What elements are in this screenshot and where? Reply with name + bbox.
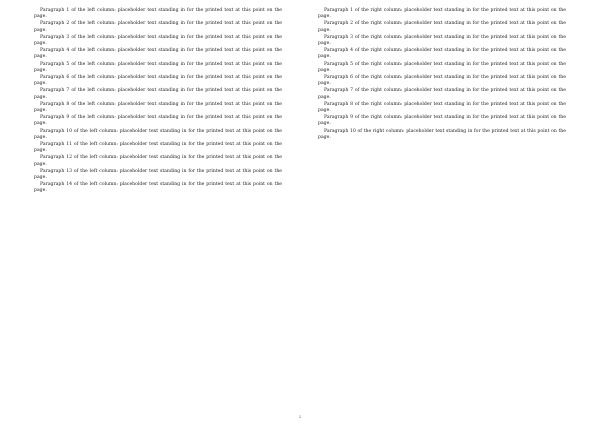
page-number: 2 xyxy=(298,414,302,419)
left-text-column xyxy=(34,8,282,424)
paragraph: Paragraph 4 of the right column: placeholder text standing in for the printed text at this point on the page. xyxy=(318,48,566,60)
paragraph: Paragraph 6 of the right column: placeholder text standing in for the printed text at this point on the page. xyxy=(318,75,566,87)
paragraph: Paragraph 6 of the left column: placeholder text standing in for the printed text at this point on the page. xyxy=(34,75,282,87)
paragraph: Paragraph 8 of the left column: placeholder text standing in for the printed text at this point on the page. xyxy=(34,101,282,113)
paragraph: Paragraph 9 of the left column: placeholder text standing in for the printed text at this point on the page. xyxy=(34,115,282,127)
paragraph: Paragraph 13 of the left column: placeholder text standing in for the printed text at this point on the page. xyxy=(34,168,282,181)
paragraph: Paragraph 7 of the left column: placeholder text standing in for the printed text at this point on the page. xyxy=(34,88,282,100)
paragraph: Paragraph 2 of the right column: placeholder text standing in for the printed text at this point on the page. xyxy=(318,21,566,33)
paragraph: Paragraph 2 of the left column: placeholder text standing in for the printed text at this point on the page. xyxy=(34,21,282,33)
paragraph: Paragraph 1 of the right column: placeholder text standing in for the printed text at this point on the page. xyxy=(318,8,566,20)
paragraph: Paragraph 1 of the left column: placeholder text standing in for the printed text at this point on the page. xyxy=(34,8,282,20)
paragraph: Paragraph 10 of the left column: placeholder text standing in for the printed text at this point on the page. xyxy=(34,128,282,140)
paragraph: Paragraph 11 of the left column: placeholder text standing in for the printed text at this point on the page. xyxy=(34,142,282,154)
paragraph: Paragraph 9 of the right column: placeholder text standing in for the printed text at this point on the page. xyxy=(318,115,566,127)
paragraph: Paragraph 10 of the right column: placeholder text standing in for the printed text at this point on the page. xyxy=(318,128,566,140)
paragraph: Paragraph 8 of the right column: placeholder text standing in for the printed text at this point on the page. xyxy=(318,101,566,113)
paragraph: Paragraph 7 of the right column: placeholder text standing in for the printed text at this point on the page. xyxy=(318,88,566,100)
right-text-column xyxy=(318,8,566,424)
paragraph: Paragraph 12 of the left column: placeholder text standing in for the printed text at this point on the page. xyxy=(34,155,282,167)
paragraph: Paragraph 4 of the left column: placeholder text standing in for the printed text at this point on the page. xyxy=(34,48,282,60)
paragraph: Paragraph 5 of the left column: placeholder text standing in for the printed text at this point on the page. xyxy=(34,61,282,73)
paragraph: Paragraph 3 of the right column: placeholder text standing in for the printed text at this point on the page. xyxy=(318,34,566,46)
paragraph: Paragraph 3 of the left column: placeholder text standing in for the printed text at this point on the page. xyxy=(34,34,282,46)
paragraph: Paragraph 5 of the right column: placeholder text standing in for the printed text at this point on the page. xyxy=(318,61,566,73)
paragraph: Paragraph 14 of the left column: placeholder text standing in for the printed text at this point on the page. xyxy=(34,182,282,194)
